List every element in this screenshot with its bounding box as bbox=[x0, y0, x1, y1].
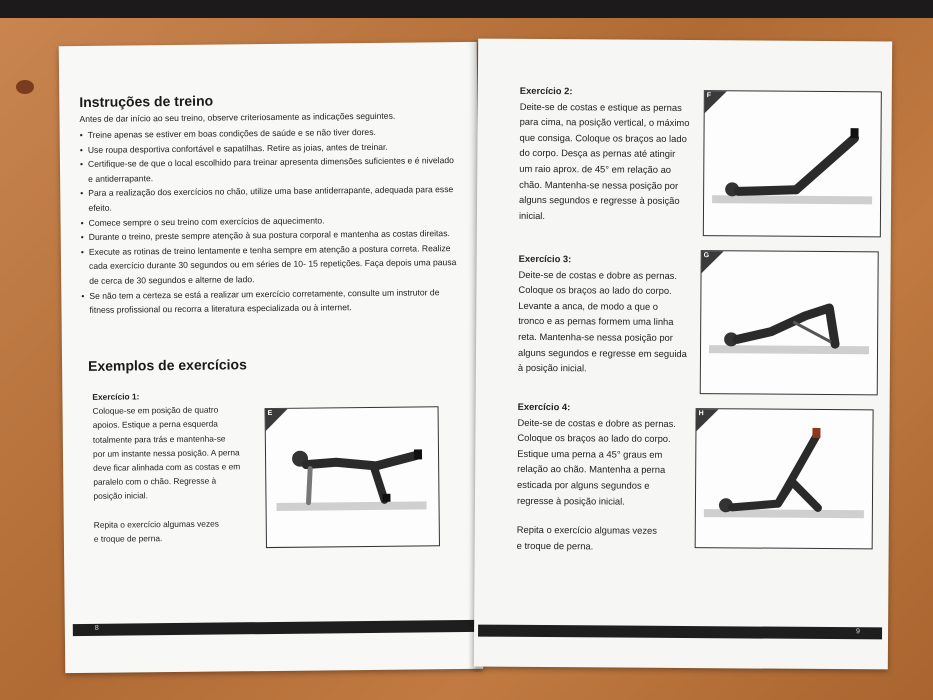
photo-label: F bbox=[706, 92, 712, 100]
list-item: • Treine apenas se estiver em boas condições de saúde e se não tiver dores. bbox=[80, 124, 460, 143]
list-item: • Se não tem a certeza se está a realizar um exercício corretamente, consulte um instrutor de fitness profissional ou recorra a literatura especializada ou à internet. bbox=[81, 285, 461, 318]
table-edge bbox=[0, 0, 933, 18]
photo-label: G bbox=[703, 252, 710, 260]
single-leg-raise-figure bbox=[696, 409, 873, 548]
exercise-4-text: Deite-se de costas e dobre as pernas. Coloque os braços ao lado do corpo. Estique uma perna a 45° graus em relação ao chão. Mantenha a perna esticada por alguns segundos e regresse à posição inicial. bbox=[516, 416, 676, 507]
glute-bridge-figure bbox=[701, 251, 878, 394]
photo-label: E bbox=[267, 409, 273, 418]
list-item: • Certifique-se de que o local escolhido para treinar apresenta dimensões suficientes e é nivelado e antiderrapante. bbox=[80, 153, 460, 186]
leg-raise-figure bbox=[704, 91, 881, 236]
page-footer-bar bbox=[478, 625, 882, 640]
exercise-photo-e bbox=[265, 406, 440, 548]
exercise-2-text: Deite-se de costas e estique as pernas para cima, na posição vertical, o máximo que consiga. Coloque os braços ao lado do corpo. Desça as pernas até atingir um raio aprox. de 45° em relação ao chão. Mantenha-se nessa posição por alguns segundos e regresse à posição inicial. bbox=[518, 100, 690, 221]
exercise-1-title: Exercício 1: bbox=[92, 391, 140, 402]
list-item: • Durante o treino, preste sempre atenção à sua postura corporal e mantenha as costas direitas. bbox=[81, 226, 461, 245]
exercise-1-text: Coloque-se em posição de quatro apoios. Estique a perna esquerda totalmente para trás e mantenha-se por um instante nessa posição. A perna deve ficar alinhada com as costas e em paralelo com o chão. Regresse à posição inicial. bbox=[92, 404, 241, 502]
exercise-3-block bbox=[518, 251, 719, 377]
photo-label: H bbox=[698, 410, 704, 418]
exercise-3-text: Deite-se de costas e dobre as pernas. Coloque os braços ao lado do corpo. Levante a anca, de modo a que o tronco e as pernas formem uma linha reta. Mantenha-se nessa posição por alguns segundos e regresse em seguida à posição inicial. bbox=[517, 268, 687, 374]
examples-heading: Exemplos de exercícios bbox=[87, 356, 247, 374]
kneeling-leg-extension-figure bbox=[266, 407, 439, 547]
exercise-1-repeat: Repita o exercício algumas vezes e troque de perna. bbox=[93, 518, 220, 544]
booklet-right-page bbox=[474, 39, 892, 670]
wood-knot bbox=[16, 80, 34, 94]
exercise-4-repeat: Repita o exercício algumas vezes e troque de perna. bbox=[516, 524, 657, 552]
exercise-1-block bbox=[92, 388, 274, 546]
list-item: • Execute as rotinas de treino lentamente e tenha sempre em atenção a postura correta. Realize cada exercício durante 30 segundos ou em séries de 10- 15 repetições. Faça depois uma pausa de cerca de 30 segundos e alterne de lado. bbox=[81, 241, 461, 289]
exercise-photo-g bbox=[700, 250, 879, 395]
exercise-4-block bbox=[517, 399, 718, 555]
page-number: 8 bbox=[94, 624, 99, 632]
booklet-left-page bbox=[59, 42, 484, 673]
exercise-photo-h bbox=[695, 408, 874, 549]
page-number: 9 bbox=[856, 628, 860, 636]
exercise-3-title: Exercício 3: bbox=[518, 252, 572, 265]
exercise-2-block bbox=[519, 83, 720, 225]
instructions-list bbox=[80, 124, 462, 318]
list-item: • Comece sempre o seu treino com exercícios de aquecimento. bbox=[81, 212, 461, 231]
page-footer-bar bbox=[73, 620, 478, 636]
instructions-heading: Instruções de treino bbox=[79, 92, 214, 110]
instructions-intro: Antes de dar início ao seu treino, observe criteriosamente as indicações seguintes. bbox=[79, 110, 396, 124]
exercise-4-title: Exercício 4: bbox=[517, 400, 571, 413]
exercise-photo-f bbox=[703, 90, 882, 237]
exercise-2-title: Exercício 2: bbox=[519, 84, 573, 97]
list-item: • Para a realização dos exercícios no chão, utilize uma base antiderrapante, adequada para esse efeito. bbox=[80, 182, 460, 215]
list-item: • Use roupa desportiva confortável e sapatilhas. Retire as joias, antes de treinar. bbox=[80, 139, 460, 158]
